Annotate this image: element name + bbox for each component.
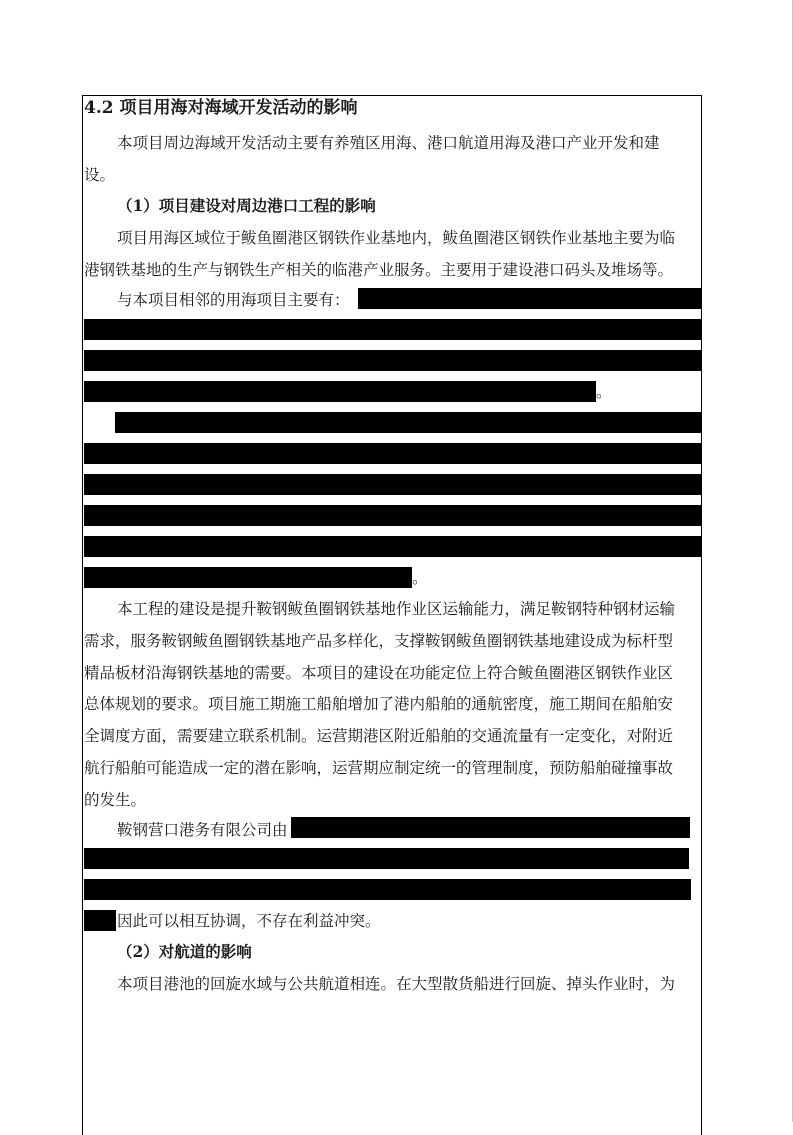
s1-para1-line-1: 项目用海区域位于鲅鱼圈港区钢铁作业基地内，鲅鱼圈港区钢铁作业基地主要为临: [117, 229, 676, 247]
redaction-bar: [84, 350, 702, 371]
intro-line-1: 本项目周边海域开发活动主要有养殖区用海、港口航道用海及港口产业开发和建: [117, 134, 660, 152]
section-heading: 4.2 项目用海对海域开发活动的影响: [84, 98, 358, 118]
redaction-bar: [84, 474, 702, 495]
subsection-2-title: （2）对航道的影响: [117, 942, 252, 961]
redaction-bar: [291, 817, 690, 838]
redaction-bar: [84, 505, 702, 526]
redaction-bar: [84, 319, 702, 340]
s2-para1-line-1: 本项目港池的回旋水域与公共航道相连。在大型散货船进行回旋、掉头作业时，为: [117, 975, 676, 993]
redaction-bar: [84, 910, 116, 931]
redaction-bar: [84, 567, 412, 588]
s1-para4-line-4: 总体规划的要求。项目施工期施工船舶增加了港内船舶的通航密度，施工期间在船舶安: [84, 695, 674, 713]
s1-para4-line-5: 全调度方面，需要建立联系机制。运营期港区附近船舶的交通流量有一定变化，对附近: [84, 727, 674, 745]
redaction-bar: [84, 536, 702, 557]
s1-para4-line-7: 的发生。: [84, 791, 147, 809]
redaction-bar: [84, 443, 702, 464]
redaction-bar: [84, 848, 689, 869]
s1-para3-end-punct: 。: [412, 569, 428, 587]
s1-para4-line-2: 需求，服务鞍钢鲅鱼圈钢铁基地产品多样化，支撑鞍钢鲅鱼圈钢铁基地建设成为标杆型: [84, 632, 674, 650]
s1-para2-lead: 与本项目相邻的用海项目主要有：: [117, 291, 350, 309]
redaction-bar: [115, 412, 702, 433]
s1-para5-lead: 鞍钢营口港务有限公司由: [117, 821, 288, 839]
s1-para2-end-punct: 。: [596, 383, 612, 401]
s1-para4-line-3: 精品板材沿海钢铁基地的需要。本项目的建设在功能定位上符合鲅鱼圈港区钢铁作业区: [84, 664, 674, 682]
subsection-1-title: （1）项目建设对周边港口工程的影响: [117, 196, 376, 215]
s1-para4-line-1: 本工程的建设是提升鞍钢鲅鱼圈钢铁基地作业区运输能力，满足鞍钢特种钢材运输: [117, 600, 676, 618]
redaction-bar: [84, 879, 691, 900]
intro-line-2: 设。: [84, 166, 116, 184]
s1-para1-line-2: 港钢铁基地的生产与钢铁生产相关的临港产业服务。主要用于建设港口码头及堆场等。: [84, 261, 674, 279]
s1-para5-tail: 因此可以相互协调，不存在利益冲突。: [117, 912, 381, 930]
s1-para4-line-6: 航行船舶可能造成一定的潜在影响，运营期应制定统一的管理制度，预防船舶碰撞事故: [84, 759, 674, 777]
redaction-bar: [358, 288, 702, 309]
redaction-bar: [84, 381, 596, 402]
